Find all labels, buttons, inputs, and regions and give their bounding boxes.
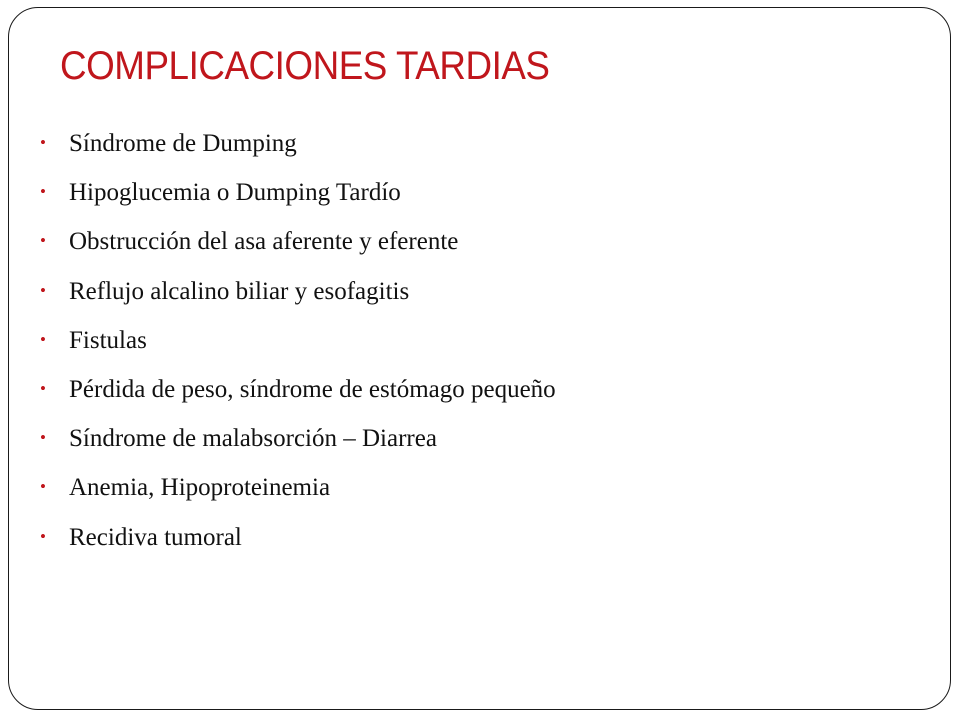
list-item-text: Fistulas [69,326,147,354]
list-item-text: Hipoglucemia o Dumping Tardío [69,179,401,207]
list-item-text: Síndrome de Dumping [69,130,297,157]
bullet-icon: • [40,329,46,349]
bullet-icon: • [40,477,46,497]
list-item-text: Anemia, Hipoproteinemia [69,474,331,502]
list-item [40,524,556,573]
bullet-icon: • [40,428,46,448]
list-item [40,425,556,474]
list-item [40,179,556,228]
list-item [40,278,556,327]
list-item-text: Reflujo alcalino biliar y esofagitis [69,277,410,305]
slide-title: COMPLICACIONES TARDIAS [60,44,550,88]
list-item-text: Obstrucción del asa aferente y eferente [69,228,459,256]
bullet-icon: • [40,182,46,202]
list-item [40,130,556,179]
bullet-icon: • [40,133,46,152]
list-item [40,228,556,277]
list-item-text: Pérdida de peso, síndrome de estómago pequeño [69,375,556,403]
list-item [40,327,556,376]
bullet-icon: • [40,280,46,300]
bullet-icon: • [40,378,46,398]
list-item [40,376,556,425]
bullet-icon: • [40,231,46,251]
list-item-text: Síndrome de malabsorción – Diarrea [69,425,437,453]
list-item [40,474,556,523]
list-item-text: Recidiva tumoral [69,523,242,551]
bullet-icon: • [40,526,46,546]
bullet-list [40,130,556,573]
